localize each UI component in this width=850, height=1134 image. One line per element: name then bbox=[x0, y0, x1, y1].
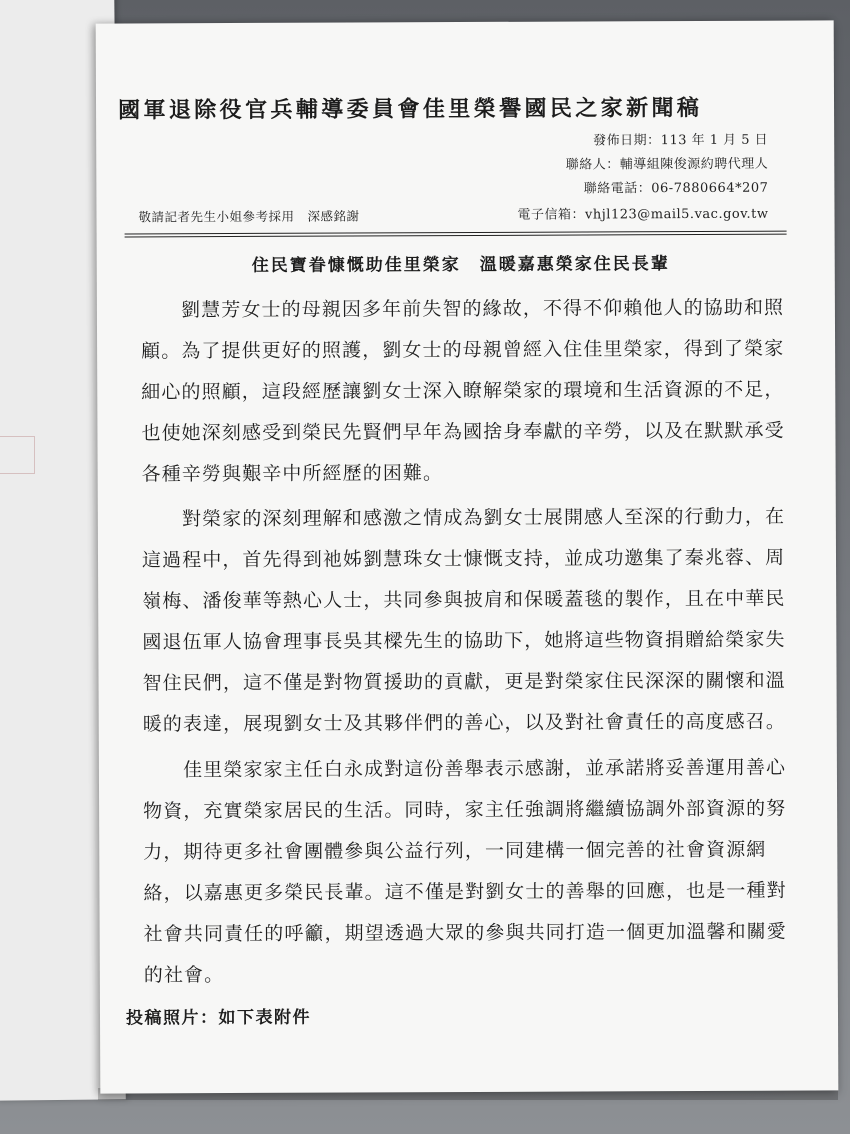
contact-email: 電子信箱：vhjl123@mail5.vac.gov.tw bbox=[517, 206, 769, 223]
paragraph-line: 顧。為了提供更好的照護，劉女士的母親曾經入住佳里榮家，得到了榮家 bbox=[141, 337, 785, 363]
paragraph-line: 嶺梅、潘俊華等熱心人士，共同參與披肩和保暖蓋毯的製作，且在中華民 bbox=[142, 587, 786, 613]
paragraph-line: 劉慧芳女士的母親因多年前失智的緣故，不得不仰賴他人的協助和照 bbox=[140, 296, 785, 322]
press-release-page bbox=[96, 20, 839, 1093]
contact-person: 聯絡人：輔導組陳俊源約聘代理人 bbox=[565, 156, 769, 173]
paragraph-line: 暖的表達，展現劉女士及其夥伴們的善心，以及對社會責任的高度感召。 bbox=[142, 710, 786, 736]
news-headline: 住民寶眷慷慨助佳里榮家 溫暖嘉惠榮家住民長輩 bbox=[251, 254, 670, 276]
contact-phone: 聯絡電話：06-7880664*207 bbox=[583, 180, 769, 197]
paragraph-line: 這過程中，首先得到祂姊劉慧珠女士慷慨支持，並成功邀集了秦兆蓉、周 bbox=[141, 546, 786, 572]
paragraph-line: 對榮家的深刻理解和感激之情成為劉女士展開感人至深的行動力，在 bbox=[141, 505, 786, 531]
paragraph-line: 國退伍軍人協會理事長吳其樑先生的協助下，她將這些物資捐贈給榮家失 bbox=[142, 628, 786, 654]
paragraph-line: 智住民們，這不僅是對物質援助的貢獻，更是對榮家住民深深的關懷和溫 bbox=[142, 669, 786, 695]
photo-attachment-label: 投稿照片：如下表附件 bbox=[125, 1007, 312, 1029]
body-paragraph-2 bbox=[142, 497, 793, 746]
body-paragraph-3 bbox=[143, 748, 794, 997]
release-date: 發佈日期：113 年 1 月 5 日 bbox=[593, 132, 769, 149]
paragraph-line: 力，期待更多社會團體參與公益行列，一同建構一個完善的社會資源網 bbox=[143, 838, 767, 864]
paragraph-line: 物資，充實榮家居民的生活。同時，家主任強調將繼續協調外部資源的努 bbox=[143, 797, 787, 823]
paragraph-line: 的社會。 bbox=[143, 964, 225, 987]
paragraph-line: 佳里榮家家主任白永成對這份善舉表示感謝，並承諾將妥善運用善心 bbox=[142, 756, 787, 782]
reporter-note: 敬請記者先生小姐參考採用 深感銘謝 bbox=[138, 208, 360, 225]
paragraph-line: 細心的照顧，這段經歷讓劉女士深入瞭解榮家的環境和生活資源的不足， bbox=[141, 378, 785, 404]
paragraph-line: 社會共同責任的呼籲，期望透過大眾的參與共同打造一個更加溫馨和關愛 bbox=[143, 920, 787, 946]
press-release-title: 國軍退除役官兵輔導委員會佳里榮譽國民之家新聞稿 bbox=[117, 94, 703, 124]
body-paragraph-1 bbox=[141, 288, 792, 496]
stamp-mark bbox=[0, 436, 35, 474]
header-divider-second bbox=[125, 234, 787, 238]
paragraph-line: 也使她深刻感受到榮民先賢們早年為國捨身奉獻的辛勞，以及在默默承受 bbox=[141, 419, 785, 445]
paragraph-line: 絡，以嘉惠更多榮民長輩。這不僅是對劉女士的善舉的回應，也是一種對 bbox=[143, 879, 787, 905]
paragraph-line: 各種辛勞與艱辛中所經歷的困難。 bbox=[141, 462, 444, 486]
